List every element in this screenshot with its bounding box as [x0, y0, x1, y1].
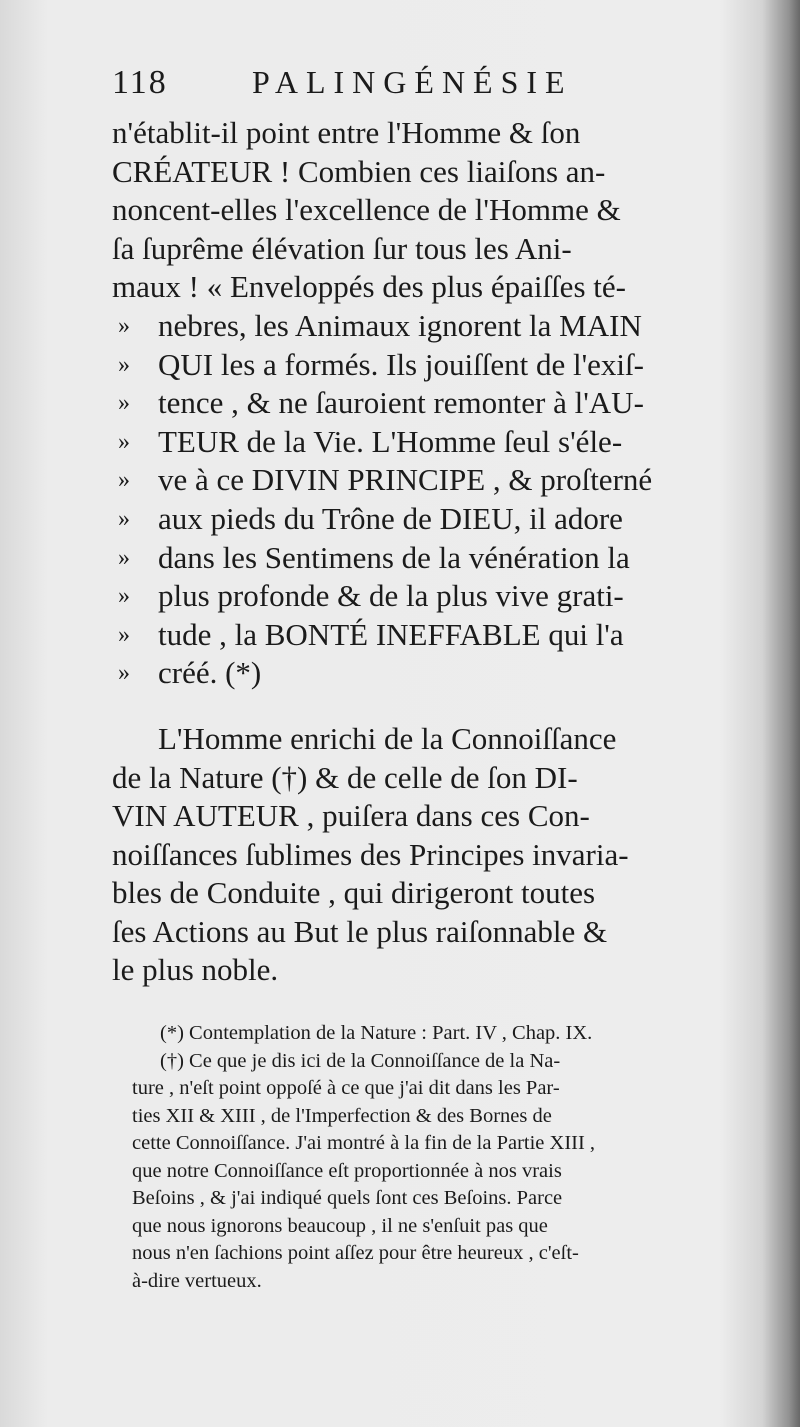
- guillemet: »: [118, 312, 130, 339]
- page-gutter-shadow: [762, 0, 800, 1427]
- footnote-line: (†) Ce que je dis ici de la Connoiſſance de la Na-: [160, 1049, 561, 1072]
- guillemet: »: [118, 583, 130, 610]
- footnotes: [132, 1020, 752, 1295]
- footnote-line: nous n'en ſachions point aſſez pour être heureux , c'eſt-: [132, 1242, 579, 1264]
- guillemet: »: [118, 621, 130, 648]
- quoted-line: » ve à ce DIVIN PRINCIPE , & proſterné: [112, 461, 752, 500]
- guillemet: »: [118, 660, 130, 687]
- quoted-line: » nebres, les Animaux ignorent la MAIN: [112, 307, 752, 346]
- footnote-line: que notre Connoiſſance eſt proportionnée à nos vrais: [132, 1159, 562, 1182]
- running-title: PALINGÉNÉSIE: [252, 64, 573, 100]
- footnote-line: cette Connoiſſance. J'ai montré à la fin de la Partie XIII ,: [132, 1132, 596, 1154]
- quoted-line: » tude , la BONTÉ INEFFABLE qui l'a: [112, 616, 752, 655]
- footnote-line: Beſoins , & j'ai indiqué quels ſont ces Beſoins. Parce: [132, 1187, 563, 1209]
- quoted-line: » tence , & ne ſauroient remonter à l'AU-: [112, 384, 752, 423]
- footnote-line: ties XII & XIII , de l'Imperfection & des Bornes de: [132, 1104, 552, 1127]
- page-header: [112, 64, 752, 110]
- text-line: bles de Conduite , qui dirigeront toutes: [112, 875, 596, 911]
- footnote-line: à-dire vertueux.: [132, 1269, 262, 1292]
- text-line: de la Nature (†) & de celle de ſon DI-: [112, 759, 578, 795]
- guillemet: »: [118, 544, 130, 571]
- guillemet: »: [118, 351, 130, 378]
- quoted-line: » plus profonde & de la plus vive grati-: [112, 577, 752, 616]
- quoted-line: » créé. (*): [112, 654, 752, 693]
- quoted-line: » aux pieds du Trône de DIEU, il adore: [112, 500, 752, 539]
- quoted-line: » TEUR de la Vie. L'Homme ſeul s'éle-: [112, 423, 752, 462]
- text-line: ſa ſuprême élévation ſur tous les Ani-: [112, 230, 572, 266]
- text-line: ſes Actions au But le plus raiſonnable &: [112, 913, 608, 949]
- quoted-line: » dans les Sentimens de la vénération la: [112, 539, 752, 578]
- footnote-line: que nous ignorons beaucoup , il ne s'enſuit pas que: [132, 1214, 548, 1237]
- quoted-line: » QUI les a formés. Ils jouiſſent de l'exiſ-: [112, 346, 752, 385]
- main-text: [112, 114, 752, 990]
- text-line: n'établit-il point entre l'Homme & ſon: [112, 115, 581, 150]
- text-line: le plus noble.: [112, 952, 279, 988]
- guillemet: »: [118, 505, 130, 532]
- guillemet: »: [118, 428, 130, 455]
- paragraph: [112, 720, 752, 990]
- text-line: noiſſances ſublimes des Principes invaria-: [112, 836, 629, 872]
- guillemet: »: [118, 467, 130, 494]
- text-line: L'Homme enrichi de la Connoiſſance: [158, 720, 617, 756]
- text-line: maux ! « Enveloppés des plus épaiſſes té-: [112, 269, 626, 305]
- page-number: 118: [112, 64, 168, 101]
- footnote-line: ture , n'eſt point oppoſé à ce que j'ai dit dans les Par-: [132, 1077, 560, 1099]
- text-line: CRÉATEUR ! Combien ces liaiſons an-: [112, 153, 606, 189]
- footnote-line: (*) Contemplation de la Nature : Part. IV , Chap. IX.: [160, 1022, 593, 1044]
- text-line: noncent-elles l'excellence de l'Homme &: [112, 192, 621, 228]
- guillemet: »: [118, 390, 130, 417]
- text-line: VIN AUTEUR , puiſera dans ces Con-: [112, 798, 590, 834]
